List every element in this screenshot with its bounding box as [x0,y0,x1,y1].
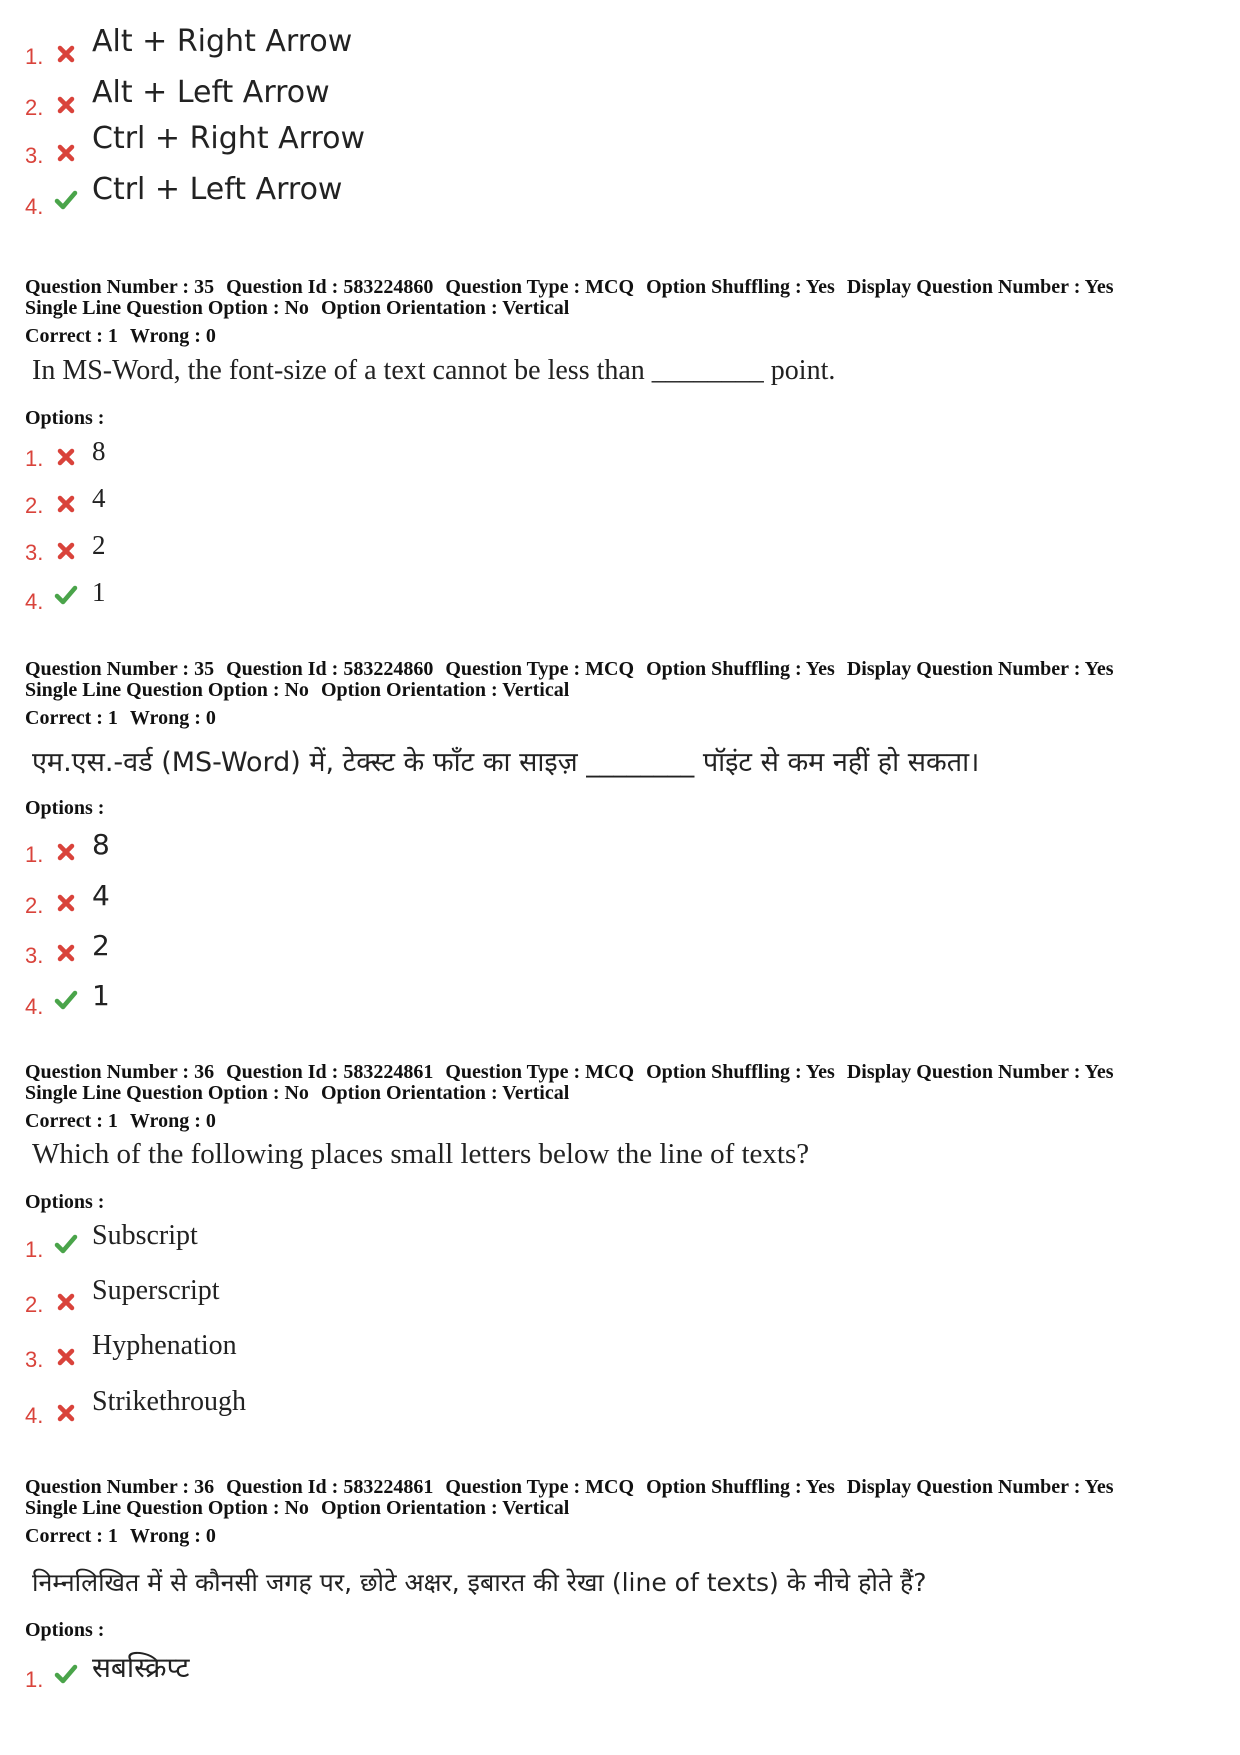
option-number: 1. [25,842,44,867]
question-meta-line-1: Question Number : 35 Question Id : 583224860 Question Type : MCQ Option Shuffling : Yes Display Question Number : Yes [25,276,1114,298]
option-item [0,1388,1240,1428]
cross-icon [53,1289,79,1315]
cross-icon [53,92,79,118]
check-icon [53,582,79,608]
question-meta-line-3: Correct : 1 Wrong : 0 [25,707,216,729]
question-meta-line-3: Correct : 1 Wrong : 0 [25,1110,216,1132]
option-item [0,1652,1240,1692]
option-text: 8 [92,828,110,861]
question-meta-line-2: Single Line Question Option : No Option Orientation : Vertical [25,1497,570,1519]
option-number: 1. [25,1237,44,1262]
cross-icon [53,444,79,470]
option-text: Alt + Right Arrow [92,24,353,59]
option-number: 2. [25,493,44,518]
option-number: 4. [25,1403,44,1428]
option-item [0,1222,1240,1262]
option-text: Superscript [92,1275,220,1306]
question-meta-line-2: Single Line Question Option : No Option Orientation : Vertical [25,679,570,701]
check-icon [53,1231,79,1257]
option-item [0,121,1240,168]
option-number: 4. [25,589,44,614]
cross-icon [53,890,79,916]
question-text: Which of the following places small letters below the line of texts? [32,1138,810,1170]
option-item [0,981,1240,1021]
option-item [0,172,1240,219]
options-label: Options : [25,407,105,429]
cross-icon [53,940,79,966]
check-icon [53,187,79,213]
options-label: Options : [25,1619,105,1641]
option-number: 2. [25,1292,44,1317]
question-meta-line-1: Question Number : 36 Question Id : 583224861 Question Type : MCQ Option Shuffling : Yes Display Question Number : Yes [25,1061,1114,1083]
check-icon [53,1661,79,1687]
option-text: 8 [92,436,106,466]
option-number: 3. [25,943,44,968]
option-text: 1 [92,577,106,607]
option-number: 4. [25,194,44,219]
option-text: सबस्क्रिप्ट [92,1651,190,1684]
option-text: 1 [92,979,110,1012]
question-meta-line-1: Question Number : 36 Question Id : 583224861 Question Type : MCQ Option Shuffling : Yes Display Question Number : Yes [25,1476,1114,1498]
option-number: 4. [25,994,44,1019]
option-text: 4 [92,879,110,912]
option-item [0,530,1240,570]
question-meta-line-2: Single Line Question Option : No Option Orientation : Vertical [25,1082,570,1104]
option-text: 4 [92,483,106,513]
option-number: 3. [25,540,44,565]
option-item [0,483,1240,523]
option-number: 3. [25,143,44,168]
option-number: 1. [25,1667,44,1692]
question-text: निम्नलिखित में से कौनसी जगह पर, छोटे अक्षर, इबारत की रेखा (line of texts) के नीचे होते हैं? [32,1568,927,1597]
question-text: In MS-Word, the font-size of a text cannot be less than ________ point. [32,355,836,386]
option-item [0,1332,1240,1372]
cross-icon [53,41,79,67]
cross-icon [53,491,79,517]
option-text: 2 [92,530,106,560]
question-meta-line-2: Single Line Question Option : No Option Orientation : Vertical [25,297,570,319]
option-item [0,577,1240,617]
cross-icon [53,839,79,865]
option-item [0,931,1240,971]
option-text: Ctrl + Right Arrow [92,121,366,156]
option-text: Subscript [92,1220,198,1251]
cross-icon [53,538,79,564]
option-text: Hyphenation [92,1330,237,1361]
option-text: Strikethrough [92,1386,246,1417]
cross-icon [53,140,79,166]
option-item [0,881,1240,921]
question-meta-line-3: Correct : 1 Wrong : 0 [25,325,216,347]
option-item [0,1277,1240,1317]
option-number: 1. [25,446,44,471]
option-item [0,75,1240,120]
option-text: Ctrl + Left Arrow [92,172,343,207]
option-number: 2. [25,95,44,120]
option-item [0,830,1240,870]
options-label: Options : [25,1191,105,1213]
question-meta-line-1: Question Number : 35 Question Id : 583224860 Question Type : MCQ Option Shuffling : Yes Display Question Number : Yes [25,658,1114,680]
option-number: 2. [25,893,44,918]
option-item [0,436,1240,476]
check-icon [53,987,79,1013]
option-number: 3. [25,1347,44,1372]
question-meta-line-3: Correct : 1 Wrong : 0 [25,1525,216,1547]
option-number: 1. [25,44,44,69]
cross-icon [53,1400,79,1426]
question-text: एम.एस.-वर्ड (MS-Word) में, टेक्स्ट के फॉंट का साइज़ ________ पॉइंट से कम नहीं हो सकता। [32,747,980,778]
option-text: Alt + Left Arrow [92,75,330,110]
options-label: Options : [25,797,105,819]
option-item [0,24,1240,69]
cross-icon [53,1344,79,1370]
option-text: 2 [92,929,110,962]
